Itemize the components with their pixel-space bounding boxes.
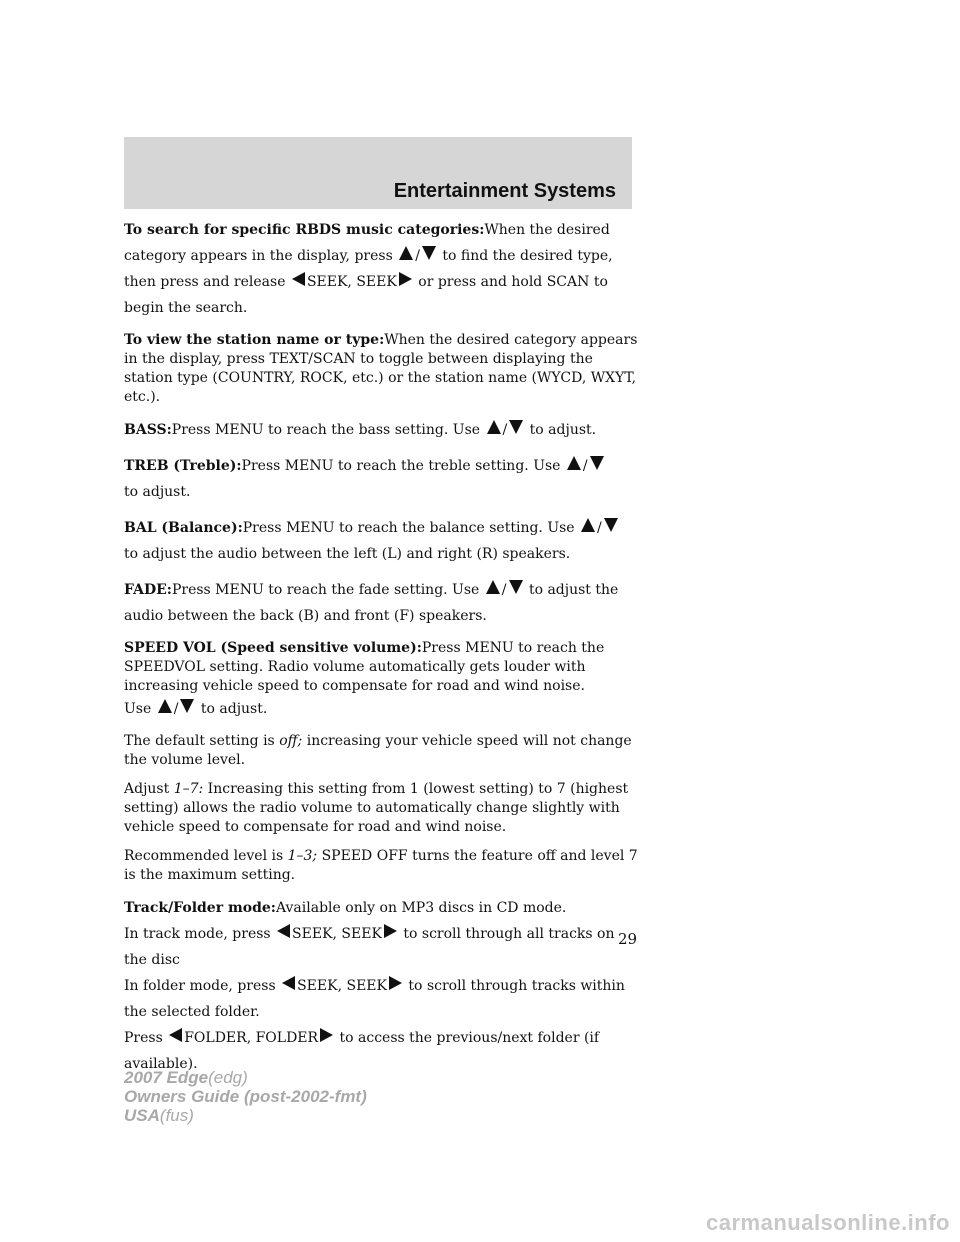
triangle-right-icon [320,1028,333,1042]
term-fade: FADE: [124,582,172,598]
paragraph-treble: TREB (Treble):Press MENU to reach the treble setting. Use / to adjust. [124,453,640,505]
paragraph-track-folder: Track/Folder mode:Available only on MP3 discs in CD mode. [124,900,567,916]
paragraph-track-mode: In track mode, press SEEK, SEEK to scroll through all tracks on the disc [124,926,615,968]
triangle-down-icon [590,456,604,470]
paragraph-default-setting: The default setting is off; increasing your vehicle speed will not change the volume level. [124,733,632,768]
triangle-left-icon [282,976,295,990]
footer-line-2: Owners Guide (post-2002-fmt) [124,1087,367,1106]
paragraph-press-folder: Press FOLDER, FOLDER to access the previous/next folder (if available). [124,1030,600,1072]
page-content [124,217,640,1087]
triangle-down-icon [604,518,618,532]
paragraph-recommended: Recommended level is 1–3; SPEED OFF turns the feature off and level 7 is the maximum setting. [124,848,638,883]
triangle-up-icon [581,518,595,532]
paragraph-folder-mode: In folder mode, press SEEK, SEEK to scroll through tracks within the selected folder. [124,978,625,1020]
document-footer [124,1068,367,1125]
paragraph-station-name: To view the station name or type:When the desired category appears in the display, press TEXT/SCAN to toggle between displaying the station type (COUNTRY, ROCK, etc.) or the station name (WYCD, WXYT, etc.). [124,332,638,405]
term-bass: BASS: [124,422,172,438]
paragraph-rbds: To search for specific RBDS music categories:When the desired category appears in the display, press / to find the desired type, then press and release SEEK, SEEK or press and hold SCAN to begin the search. [124,222,613,316]
triangle-up-icon [158,699,172,713]
paragraph-speed-vol: SPEED VOL (Speed sensitive volume):Press MENU to reach the SPEEDVOL setting. Radio volume automatically gets louder with increasing vehicle speed to compensate for road and wind noise. Use / to adjust. [124,640,605,717]
paragraph-balance: BAL (Balance):Press MENU to reach the balance setting. Use / to adjust the audio between the left (L) and right (R) speakers. [124,515,640,567]
triangle-right-icon [384,924,397,938]
watermark: carmanualsonline.info [706,1210,950,1235]
section-title: Entertainment Systems [393,180,616,202]
triangle-up-icon [486,580,500,594]
term-station-name: To view the station name or type: [124,332,385,348]
page-number: 29 [618,930,638,948]
term-treble: TREB (Treble): [124,458,242,474]
triangle-up-icon [567,456,581,470]
triangle-down-icon [422,246,436,260]
paragraph-bass: BASS:Press MENU to reach the bass setting. Use / to adjust. [124,422,597,438]
paragraph-fade: FADE:Press MENU to reach the fade setting. Use / to adjust the audio between the back (B) and front (F) speakers. [124,582,619,624]
triangle-right-icon [389,976,402,990]
triangle-down-icon [509,580,523,594]
term-speed-vol: SPEED VOL (Speed sensitive volume): [124,640,422,656]
triangle-up-icon [399,246,413,260]
triangle-down-icon [180,699,194,713]
triangle-up-icon [487,420,501,434]
footer-line-3: USA(fus) [124,1106,194,1125]
triangle-left-icon [277,924,290,938]
triangle-left-icon [292,272,305,286]
triangle-right-icon [399,272,412,286]
term-track-folder: Track/Folder mode: [124,900,276,916]
triangle-down-icon [509,420,523,434]
term-rbds: To search for specific RBDS music categories: [124,222,485,238]
paragraph-adjust: Adjust 1–7: Increasing this setting from 1 (lowest setting) to 7 (highest setting) allows the radio volume to automatically change slightly with vehicle speed to compensate for road and wind noise. [124,781,629,835]
section-header-band [124,137,632,209]
term-balance: BAL (Balance): [124,520,243,536]
triangle-left-icon [169,1028,182,1042]
footer-line-1: 2007 Edge(edg) [124,1068,248,1087]
